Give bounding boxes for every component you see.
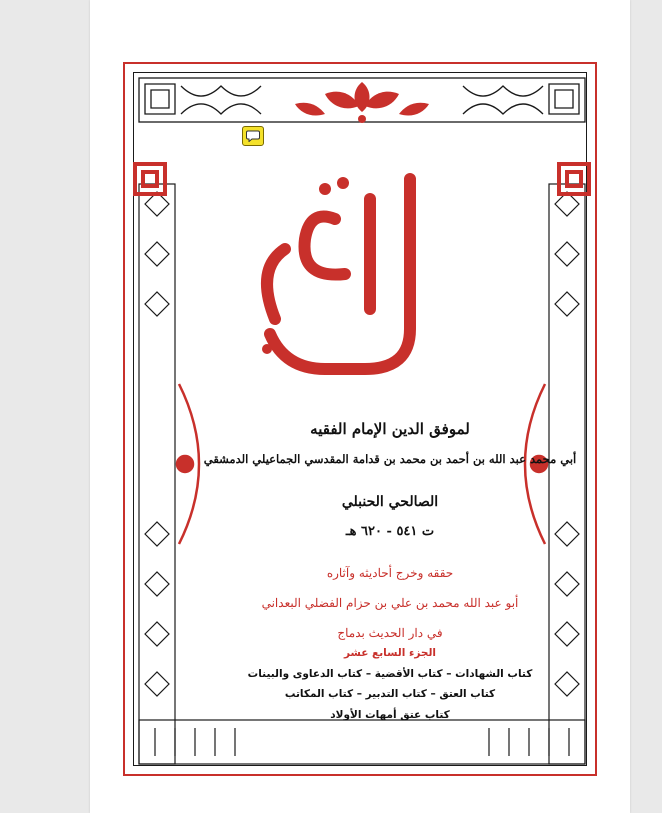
author-dates: ت ٥٤١ - ٦٢٠ هـ <box>345 524 435 539</box>
left-column-ornament <box>139 184 175 764</box>
title-calligraphy <box>225 159 445 399</box>
volume-part: الجزء السابع عشر <box>344 647 436 659</box>
books-line-1: كتاب الشهادات – كتاب الأقضية – كتاب الدعاوى والبينات <box>247 668 533 680</box>
books-line-3: كتاب عتق أمهات الأولاد <box>330 709 450 721</box>
editor-line-3: في دار الحديث بدماج <box>337 626 443 640</box>
author-line-2: أبي محمد عبد الله بن أحمد بن محمد بن قدامة المقدسي الجماعيلي الدمشقي <box>203 452 577 466</box>
author-line-3: الصالحي الحنبلي <box>341 494 439 510</box>
author-line-1: لموفق الدين الإمام الفقيه <box>310 420 470 438</box>
books-line-2: كتاب العتق – كتاب التدبير – كتاب المكاتب <box>284 688 496 700</box>
editor-line-1: حققه وخرج أحاديثه وآثاره <box>326 566 454 580</box>
top-floral <box>295 82 429 123</box>
document-page <box>90 0 630 813</box>
comment-icon[interactable] <box>242 126 264 146</box>
speech-bubble-icon <box>246 130 260 142</box>
editor-line-2: أبو عبد الله محمد بن علي بن حزام الفضلي البعداني <box>261 596 519 610</box>
bottom-band-ornament <box>139 720 585 764</box>
